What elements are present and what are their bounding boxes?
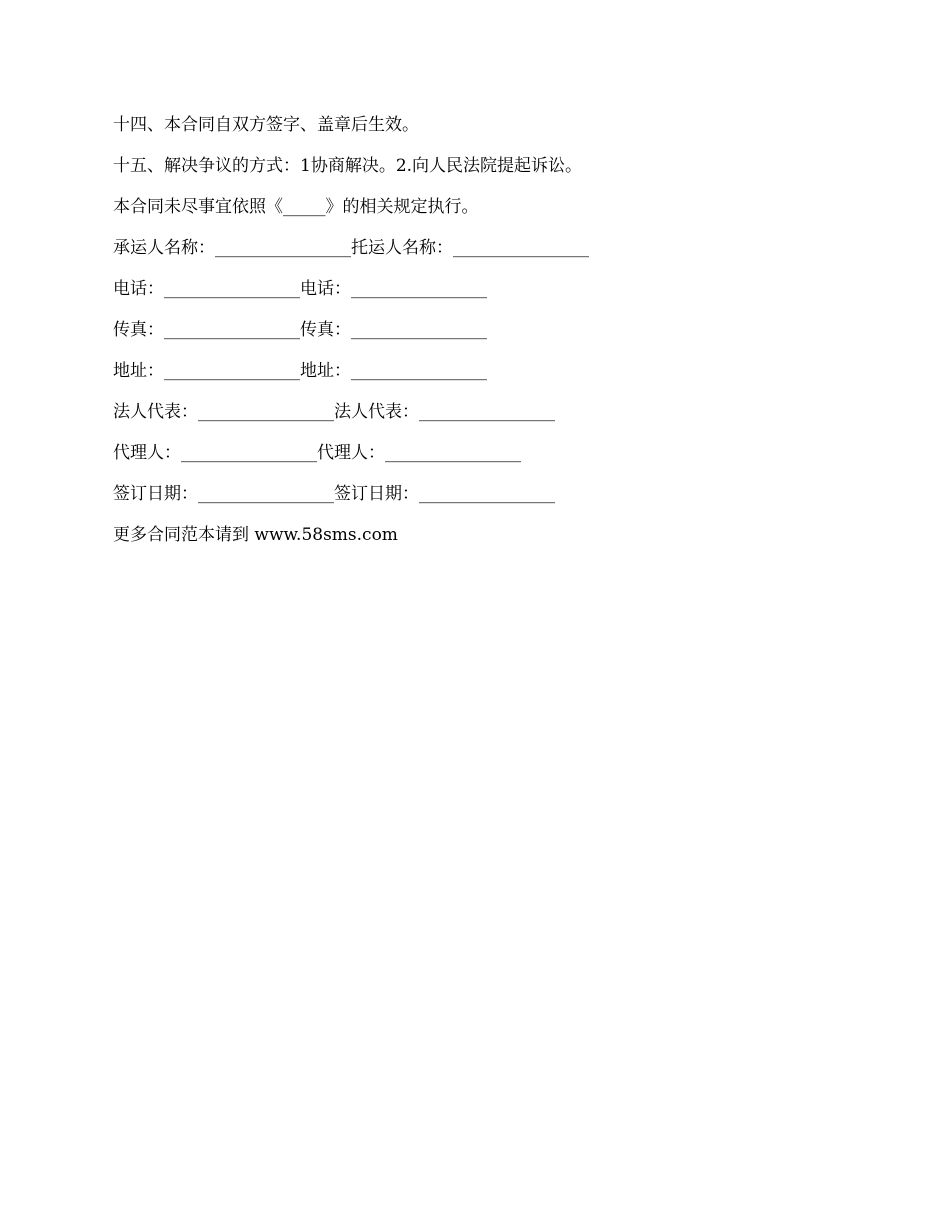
fax-line: 传真：________________传真：________________ bbox=[113, 320, 487, 340]
party-names-line: 承运人名称：________________托运人名称：________________ bbox=[113, 238, 589, 258]
document-body bbox=[113, 113, 853, 564]
agent-line: 代理人：________________代理人：________________ bbox=[113, 443, 521, 463]
more-templates-footer: 更多合同范本请到 www.58sms.com bbox=[113, 525, 398, 545]
phone-line: 电话：________________电话：________________ bbox=[113, 279, 487, 299]
legal-representative-line: 法人代表：________________法人代表：________________ bbox=[113, 402, 555, 422]
clause-14-effective: 十四、本合同自双方签字、盖章后生效。 bbox=[113, 115, 419, 135]
clause-15-dispute-resolution: 十五、解决争议的方式：1协商解决。2.向人民法院提起诉讼。 bbox=[113, 156, 583, 176]
clause-unresolved-matters: 本合同未尽事宜依照《_____》的相关规定执行。 bbox=[113, 197, 479, 217]
address-line: 地址：________________地址：________________ bbox=[113, 361, 487, 381]
signing-date-line: 签订日期：________________签订日期：________________ bbox=[113, 484, 555, 504]
